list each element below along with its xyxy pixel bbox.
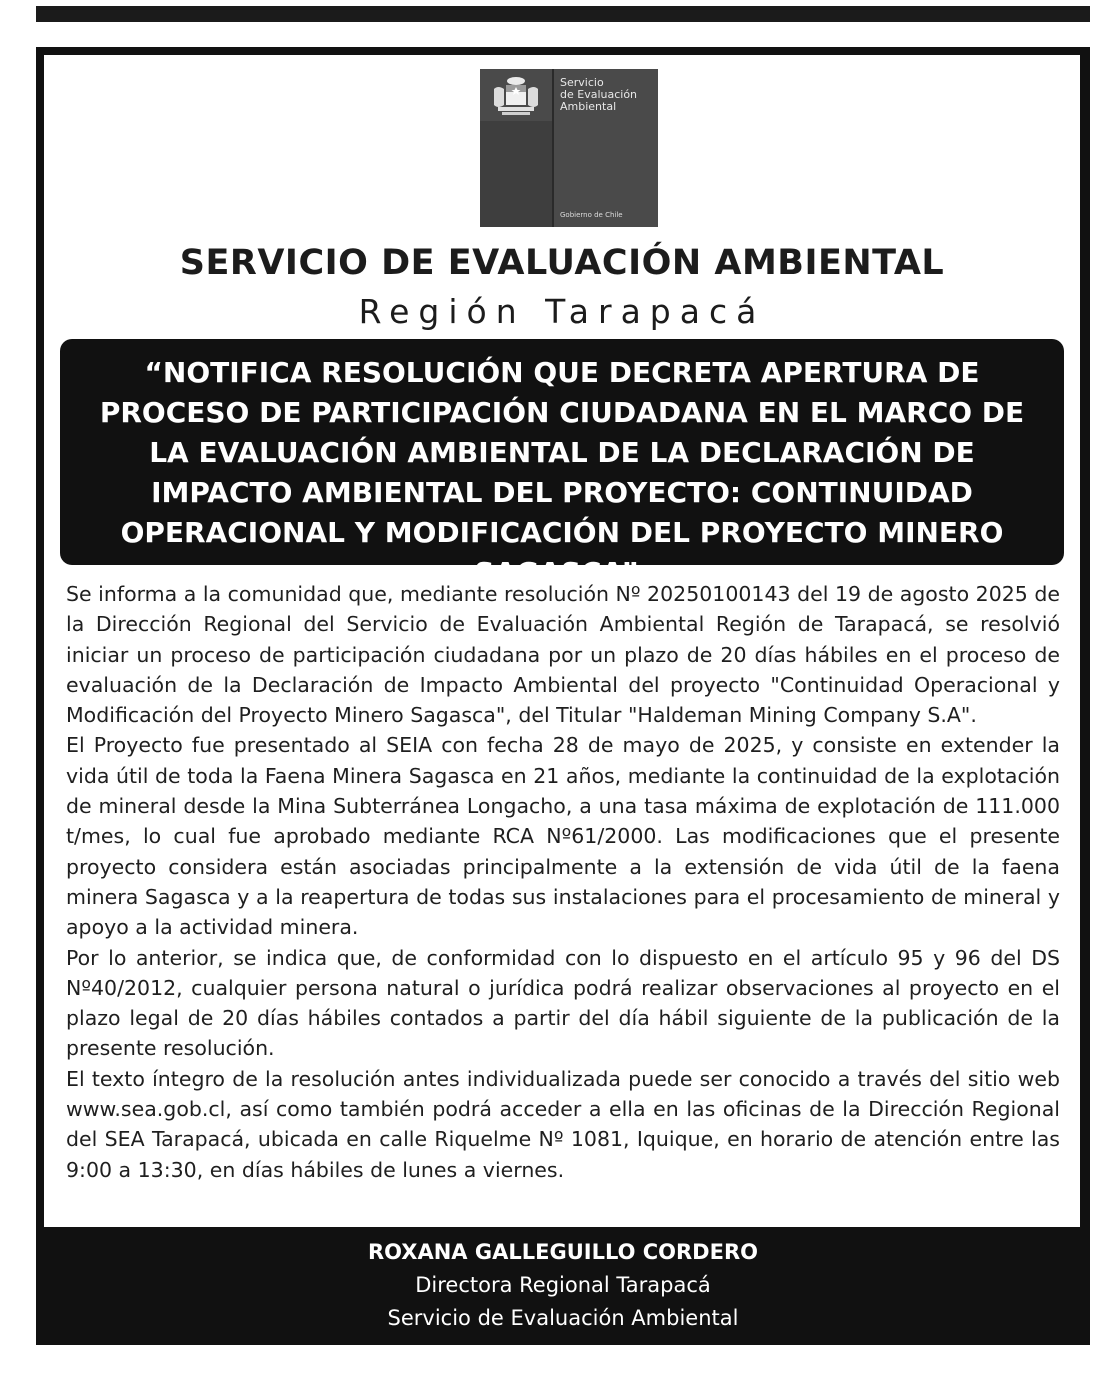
signatory-name: ROXANA GALLEGUILLO CORDERO xyxy=(368,1240,758,1264)
top-rule xyxy=(36,6,1090,22)
organization-region: Región Tarapacá xyxy=(358,292,766,331)
body-paragraph: Se informa a la comunidad que, mediante resolución Nº 20250100143 del 19 de agosto 2025 de la Dirección Regional del Servicio de Evaluación Ambiental Región de Tarapacá, se resolvió iniciar un proceso de participación ciudadana por un plazo de 20 días hábiles en el proceso de evaluación de la Declaración de Impacto Ambiental del proyecto "Continuidad Operacional y Modificación del Proyecto Minero Sagasca", del Titular "Haldeman Mining Company S.A". xyxy=(66,582,1060,728)
headline-text: “NOTIFICA RESOLUCIÓN QUE DECRETA APERTURA DE PROCESO DE PARTICIPACIÓN CIUDADANA EN EL MARCO DE LA EVALUACIÓN AMBIENTAL DE LA DECLARACIÓN DE IMPACTO AMBIENTAL DEL PROYECTO: CONTINUIDAD OPERACIONAL Y MODIFICACIÓN DEL PROYECTO MINERO SAGASCA”. xyxy=(99,356,1025,589)
sea-logo xyxy=(480,69,658,227)
signature-block xyxy=(36,1235,1090,1335)
logo-panel-left xyxy=(480,121,552,227)
signatory-organization: Servicio de Evaluación Ambiental xyxy=(387,1306,739,1330)
notice-body-text xyxy=(66,579,1060,1185)
notice-frame xyxy=(36,47,1090,1345)
body-paragraph: Por lo anterior, se indica que, de conformidad con lo dispuesto en el artículo 95 y 96 del DS Nº40/2012, cualquier persona natural o jurídica podrá realizar observaciones al proyecto en el plazo legal de 20 días hábiles contados a partir del día hábil siguiente de la publicación de la presente resolución. xyxy=(66,945,1060,1061)
body-paragraph: El texto íntegro de la resolución antes individualizada puede ser conocido a través del sitio web www.sea.gob.cl, así como también podrá acceder a ella en las oficinas de la Dirección Regional del SEA Tarapacá, ubicada en calle Riquelme Nº 1081, Iquique, en horario de atención entre las 9:00 a 13:30, en días hábiles de lunes a viernes. xyxy=(66,1066,1060,1182)
headline-box xyxy=(60,339,1064,589)
logo-wordmark: Servicio de Evaluación Ambiental xyxy=(560,76,638,113)
signatory-role: Directora Regional Tarapacá xyxy=(415,1273,711,1297)
notice-body-panel xyxy=(44,55,1080,1227)
logo-divider xyxy=(552,69,554,227)
chile-coat-of-arms-icon xyxy=(488,75,544,117)
body-paragraph: El Proyecto fue presentado al SEIA con fecha 28 de mayo de 2025, y consiste en extender la vida útil de toda la Faena Minera Sagasca en 21 años, mediante la continuidad de la explotación de mineral desde la Mina Subterránea Longacho, a una tasa máxima de explotación de 111.000 t/mes, lo cual fue aprobado mediante RCA Nº61/2000. Las modificaciones que el presente proyecto considera están asociadas principalmente a la extensión de vida útil de la faena minera Sagasca y a la reapertura de todas sus instalaciones para el procesamiento de mineral y apoyo a la actividad minera. xyxy=(66,733,1060,940)
organization-title: SERVICIO DE EVALUACIÓN AMBIENTAL xyxy=(179,243,945,283)
logo-footer-text: Gobierno de Chile xyxy=(560,211,623,219)
